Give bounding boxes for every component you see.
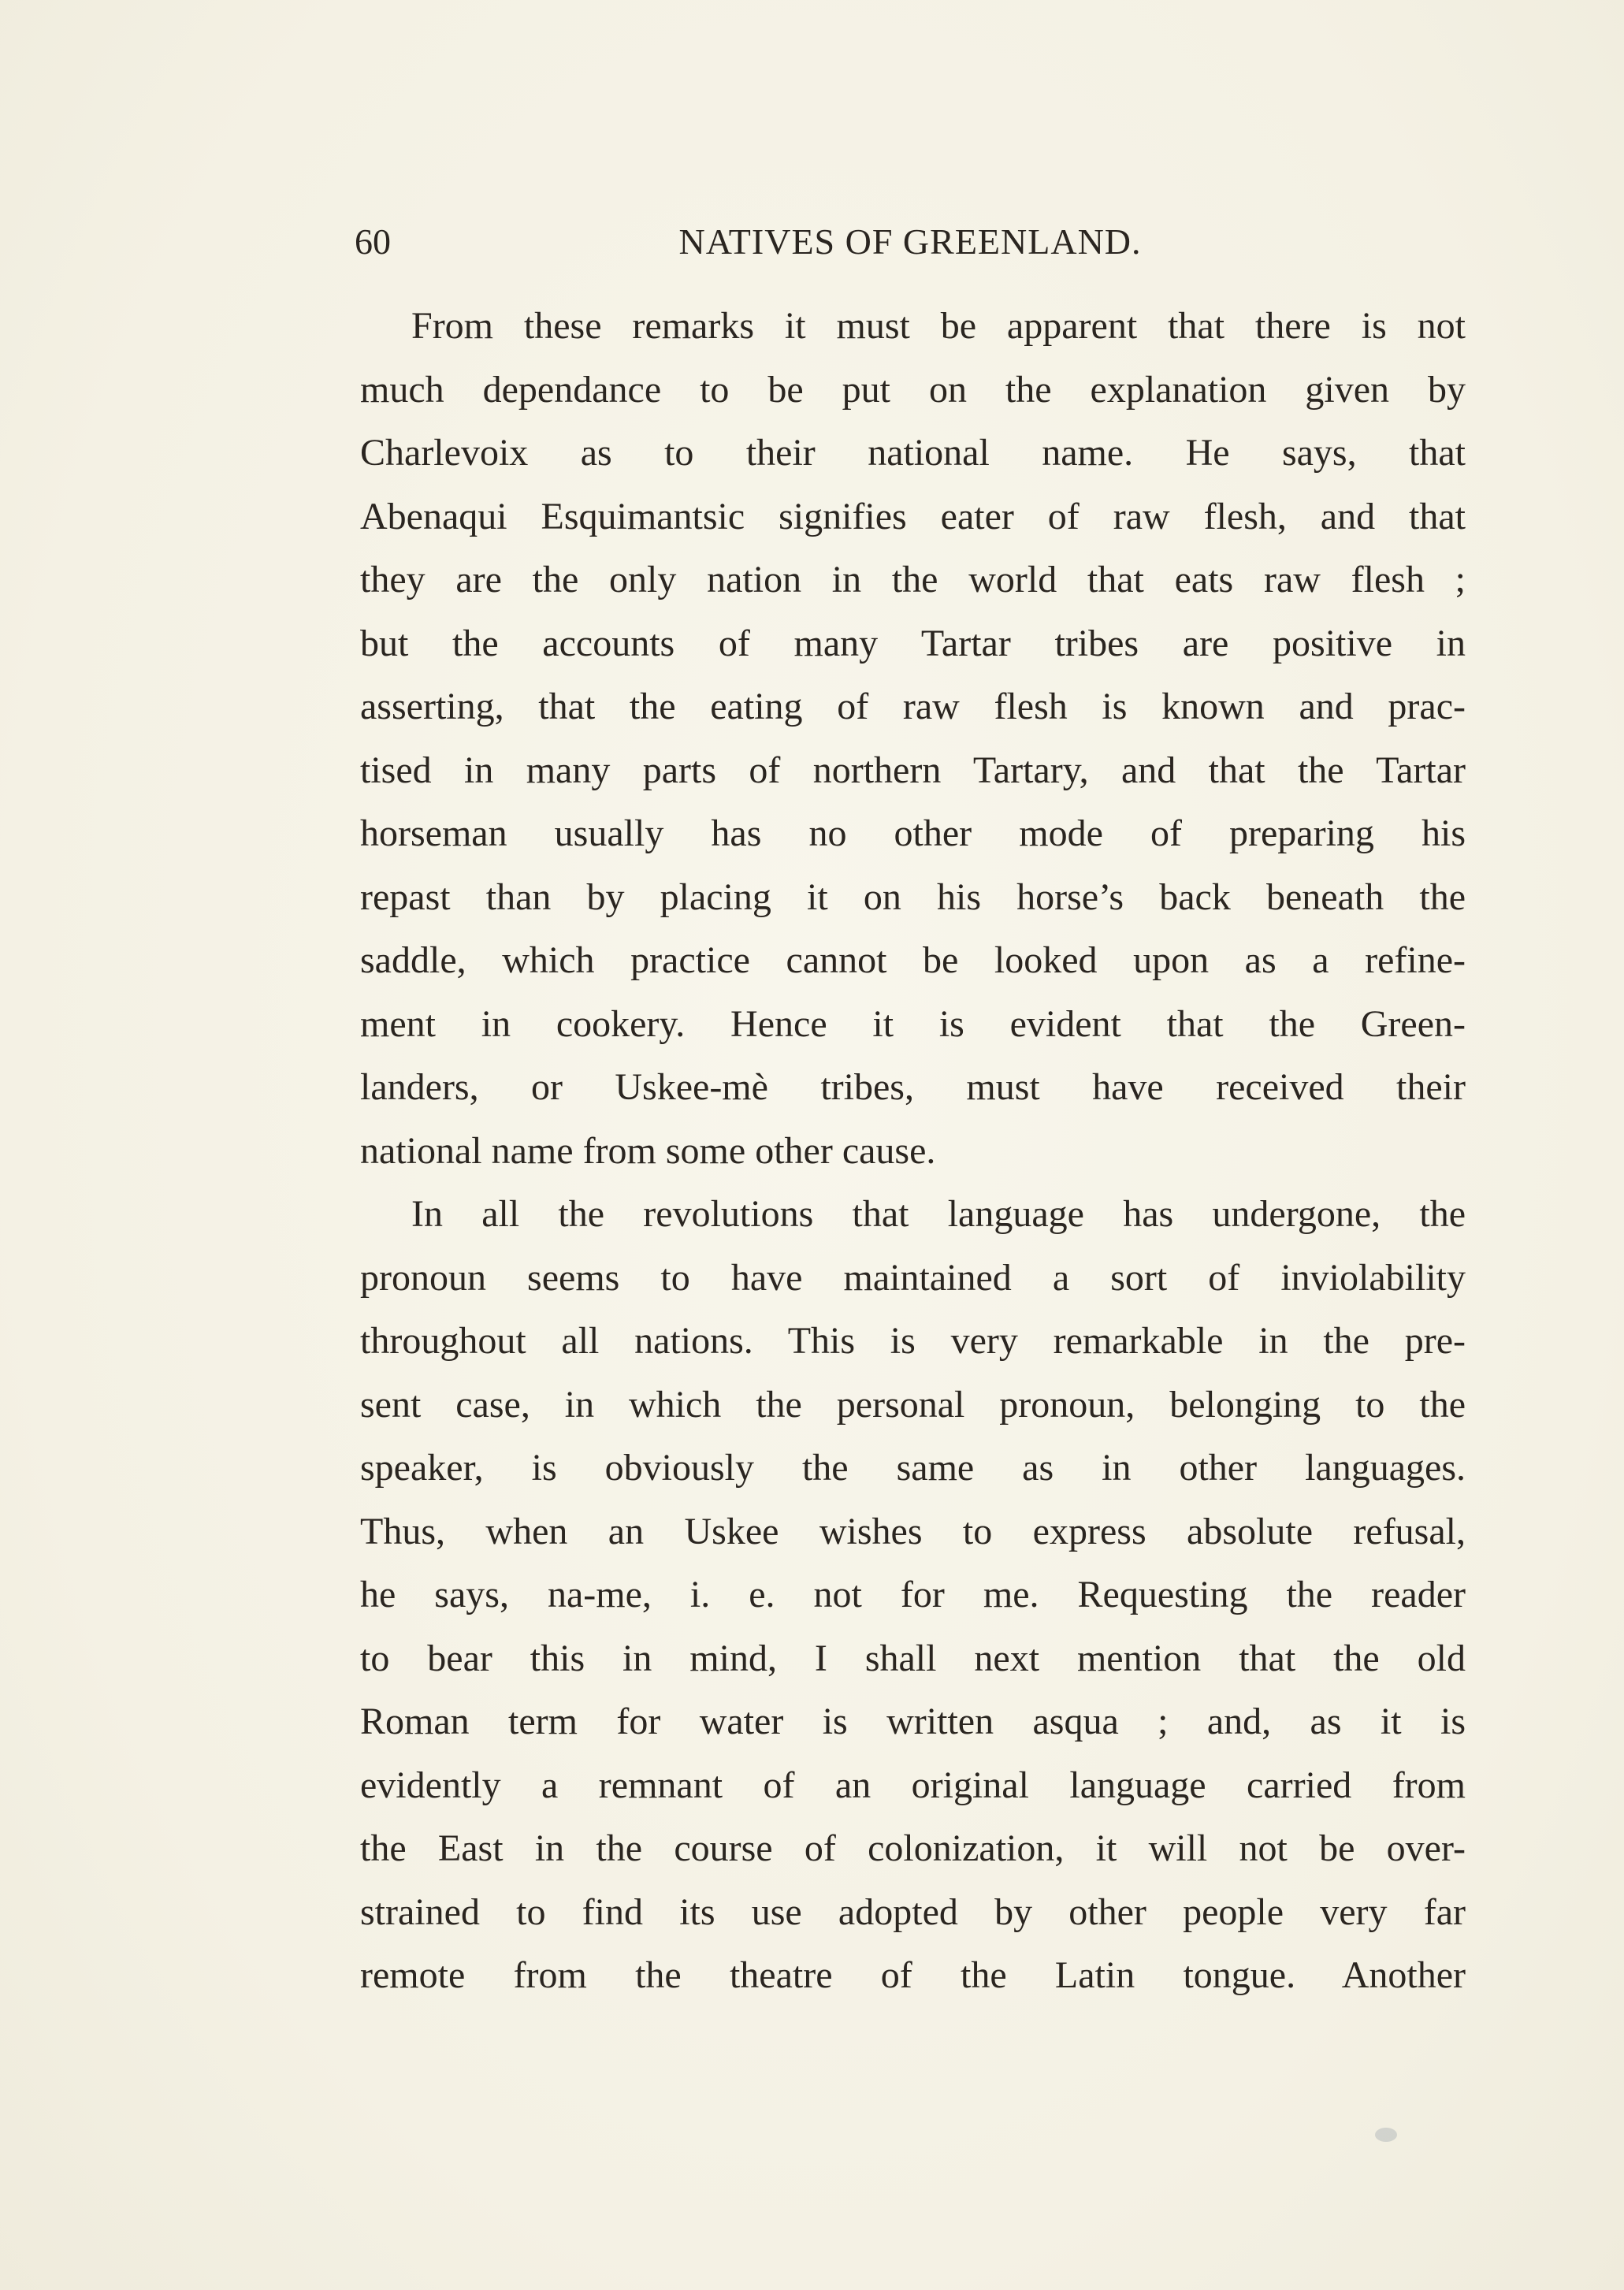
- text-line: the East in the course of colonization, it will not be over-: [360, 1827, 1466, 1869]
- text-body: [360, 295, 1466, 2008]
- running-head: [355, 214, 1466, 270]
- text-line: remote from the theatre of the Latin tongue. Another: [360, 1954, 1466, 1996]
- text-line: throughout all nations. This is very remarkable in the pre-: [360, 1320, 1466, 1362]
- text-line: to bear this in mind, I shall next mention that the old: [360, 1637, 1466, 1679]
- text-line: evidently a remnant of an original language carried from: [360, 1764, 1466, 1806]
- text-line: he says, na-me, i. e. not for me. Requesting the reader: [360, 1574, 1466, 1615]
- text-line: horseman usually has no other mode of preparing his: [360, 812, 1466, 854]
- text-line: From these remarks it must be apparent that there is not: [411, 305, 1466, 347]
- text-line: they are the only nation in the world that eats raw flesh ;: [360, 559, 1466, 600]
- text-line: Charlevoix as to their national name. He says, that: [360, 432, 1466, 474]
- text-line: much dependance to be put on the explanation given by: [360, 368, 1466, 411]
- running-head-title: NATIVES OF GREENLAND.: [678, 221, 1142, 262]
- text-line: speaker, is obviously the same as in other languages.: [360, 1447, 1466, 1489]
- text-line: national name from some other cause.: [360, 1129, 936, 1172]
- text-line: sent case, in which the personal pronoun, belonging to the: [360, 1383, 1466, 1426]
- text-line: but the accounts of many Tartar tribes are positive in: [360, 622, 1466, 664]
- text-line: In all the revolutions that language has undergone, the: [411, 1193, 1466, 1235]
- text-line: repast than by placing it on his horse’s back beneath the: [360, 875, 1466, 918]
- text-line: tised in many parts of northern Tartary, and that the Tartar: [360, 749, 1466, 791]
- paragraph-1: [360, 295, 1466, 1183]
- page-number: 60: [355, 221, 391, 262]
- paragraph-2: [360, 1183, 1466, 2008]
- text-line: asserting, that the eating of raw flesh is known and prac-: [360, 686, 1466, 727]
- paper-smudge: [1375, 2128, 1397, 2142]
- text-line: ment in cookery. Hence it is evident that the Green-: [360, 1002, 1466, 1045]
- text-line: Abenaqui Esquimantsic signifies eater of raw flesh, and that: [360, 495, 1466, 537]
- text-line: strained to find its use adopted by other people very far: [360, 1890, 1466, 1933]
- text-line: landers, or Uskee-mè tribes, must have received their: [360, 1066, 1466, 1108]
- text-line: Thus, when an Uskee wishes to express absolute refusal,: [360, 1510, 1466, 1552]
- text-line: saddle, which practice cannot be looked upon as a refine-: [360, 939, 1466, 981]
- text-line: pronoun seems to have maintained a sort of inviolability: [360, 1256, 1466, 1299]
- text-line: Roman term for water is written asqua ; and, as it is: [360, 1701, 1466, 1742]
